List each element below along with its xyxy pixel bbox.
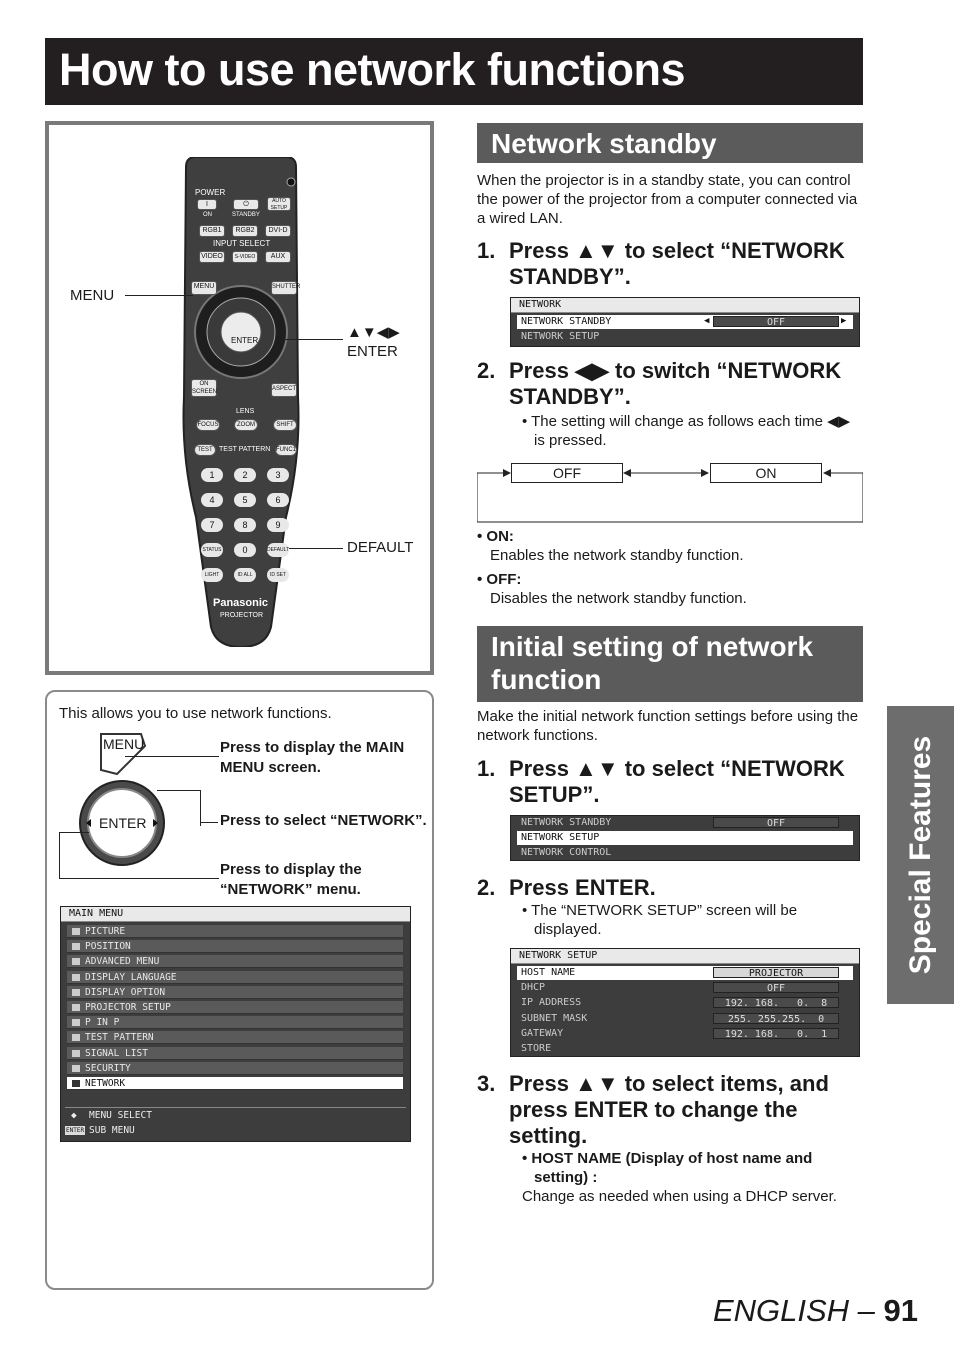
osd-row-network-standby[interactable]: NETWORK STANDBY [521, 817, 612, 828]
remote-number-button[interactable]: 3 [267, 468, 289, 482]
main-menu-item[interactable] [67, 1016, 403, 1029]
menu-item-icon [72, 928, 80, 935]
network-setup-row[interactable] [517, 1042, 853, 1056]
callout-line [59, 878, 219, 879]
network-setup-row-label: GATEWAY [521, 1027, 564, 1039]
remote-number-button[interactable]: 0 [234, 543, 256, 557]
standby-flow-diagram [477, 462, 863, 524]
ns-step2-note: • The setting will change as follows each time ◀▶ is pressed. [522, 413, 851, 449]
step-number: 3. [477, 1071, 496, 1096]
main-menu-osd [60, 906, 411, 1142]
page-title-bar [45, 38, 863, 105]
main-menu-item[interactable] [67, 940, 403, 953]
callout-main-menu: Press to display the MAIN MENU screen. [220, 739, 405, 776]
main-menu-item-label: DISPLAY LANGUAGE [85, 971, 177, 983]
callout-network-menu: Press to display the “NETWORK” menu. [220, 861, 362, 898]
is-step-1 [477, 756, 863, 810]
remote-on-button[interactable]: I [197, 199, 217, 210]
remote-menu-button[interactable]: MENU [191, 281, 217, 295]
callout-select-network: Press to select “NETWORK”. [220, 812, 427, 829]
on-option-desc: Enables the network standby function. [490, 547, 744, 564]
remote-auto-setup-button[interactable]: AUTO SETUP [267, 197, 291, 211]
flow-state-on: ON [710, 463, 822, 483]
host-name-label: • HOST NAME (Display of host name and setting) : [522, 1150, 813, 1186]
network-setup-row-label: STORE [521, 1043, 552, 1054]
step-number: 2. [477, 875, 496, 900]
footer-menu-select: MENU SELECT [89, 1110, 152, 1121]
step-text: Press ENTER. [509, 875, 656, 900]
updown-arrow-icon: ◆ [71, 1110, 77, 1121]
network-setup-row-value: 255. 255.255. 0 [713, 1013, 839, 1024]
initial-setting-intro: Make the initial network function settings before using the network functions. [477, 708, 859, 744]
remote-video-button[interactable]: VIDEO [199, 251, 225, 263]
main-menu-item[interactable] [67, 925, 403, 938]
callout-menu-label: MENU [70, 287, 115, 304]
remote-product-label: PROJECTOR [220, 612, 264, 619]
callout-default-label: DEFAULT [347, 539, 414, 556]
remote-aspect-button[interactable]: ASPECT [271, 383, 297, 397]
menu-item-icon [72, 989, 80, 996]
remote-number-button[interactable]: 7 [201, 518, 223, 532]
remote-svideo-button[interactable]: S-VIDEO [232, 251, 258, 263]
main-menu-item[interactable] [67, 1031, 403, 1044]
main-menu-item[interactable] [67, 1077, 403, 1090]
step-number: 1. [477, 238, 496, 263]
main-menu-item-label: ADVANCED MENU [85, 956, 160, 968]
main-menu-item-label: SECURITY [85, 1062, 131, 1074]
main-menu-item-label: PROJECTOR SETUP [85, 1002, 171, 1013]
main-menu-item[interactable] [67, 971, 403, 984]
step-text: Press ◀▶ to switch “NETWORK STANDBY”. [509, 358, 842, 409]
network-standby-intro: When the projector is in a standby state, you can control the power of the projector from a computer connected via a wired LAN. [477, 172, 858, 227]
callout-line [59, 832, 89, 833]
ns-step-2 [477, 358, 863, 412]
enter-key-label[interactable]: ENTER [99, 815, 147, 831]
callout-line [200, 822, 218, 823]
remote-id-set-button[interactable]: ID SET [267, 568, 289, 582]
remote-zoom-button[interactable]: ZOOM [234, 419, 258, 431]
network-setup-row-label: SUBNET MASK [521, 1012, 588, 1024]
menu-item-icon [72, 1004, 80, 1011]
network-setup-osd [510, 948, 860, 1057]
section-side-tab [887, 706, 954, 1004]
menu-item-icon [72, 974, 80, 981]
page-title: How to use network functions [59, 44, 686, 95]
remote-brand-logo: Panasonic [213, 597, 269, 609]
osd-divider [65, 1107, 406, 1108]
network-standby-heading: Network standby [477, 123, 863, 163]
main-menu-item[interactable] [67, 986, 403, 999]
callout-line [59, 832, 60, 878]
callout-line [289, 548, 343, 549]
remote-rgb2-button[interactable]: RGB2 [232, 225, 258, 237]
main-menu-item-label: PICTURE [85, 926, 126, 937]
left-arrow-icon: ◀ [704, 316, 710, 326]
remote-dvid-button[interactable]: DVI-D [265, 225, 291, 237]
is-step2-note: • The “NETWORK SETUP” screen will be displayed. [522, 902, 798, 938]
ns-step-1 [477, 238, 863, 292]
remote-standby-button[interactable]: ⏻ [233, 199, 259, 210]
remote-shift-button[interactable]: SHIFT [273, 419, 297, 431]
menu-item-icon [72, 1034, 80, 1041]
remote-light-button[interactable]: LIGHT [201, 568, 223, 582]
main-menu-item-label: SIGNAL LIST [85, 1047, 148, 1059]
step-text: Press ▲▼ to select “NETWORK STANDBY”. [509, 238, 845, 289]
osd-row-network-setup[interactable]: NETWORK SETUP [517, 831, 853, 845]
main-menu-title: MAIN MENU [61, 907, 410, 922]
osd-value-off: OFF [713, 316, 839, 327]
page-number [713, 1293, 918, 1329]
network-setup-row-label: HOST NAME [521, 967, 576, 978]
remote-id-all-button[interactable]: ID ALL [234, 568, 256, 582]
network-osd-standby [510, 297, 860, 347]
remote-test-button[interactable]: TEST [194, 444, 216, 456]
callout-arrows-label: ▲▼◀▶ [347, 324, 400, 341]
menu-item-icon [72, 958, 80, 965]
menu-item-icon [72, 943, 80, 950]
osd-row-network-setup[interactable]: NETWORK SETUP [521, 331, 600, 342]
menu-explanation-box [45, 690, 434, 1290]
remote-enter-button[interactable]: ENTER [231, 336, 259, 345]
menu-key-label[interactable]: MENU [103, 736, 145, 752]
remote-power-label: POWER [195, 188, 226, 197]
network-osd-setup [510, 815, 860, 861]
menu-intro-text: This allows you to use network functions. [59, 705, 332, 722]
remote-func1-button[interactable]: FUNC1 [275, 444, 297, 456]
footer-sub-menu: SUB MENU [89, 1125, 135, 1136]
step-text: Press ▲▼ to select “NETWORK SETUP”. [509, 756, 845, 807]
remote-standby-label: STANDBY [232, 212, 260, 218]
osd-row-label: NETWORK STANDBY [521, 316, 612, 327]
flow-state-off: OFF [511, 463, 623, 483]
menu-item-icon [72, 1080, 80, 1087]
main-menu-item[interactable] [67, 1001, 403, 1014]
callout-line [281, 339, 343, 340]
network-setup-row-label: IP ADDRESS [521, 997, 582, 1009]
enter-key-icon: ENTER [66, 1127, 85, 1134]
remote-number-button[interactable]: 5 [234, 493, 256, 507]
page-language: ENGLISH – [712, 1293, 884, 1328]
step-number: 1. [477, 756, 496, 781]
is-step-2 [477, 875, 863, 903]
off-option-desc: Disables the network standby function. [490, 590, 747, 607]
remote-number-button[interactable]: 9 [267, 518, 289, 532]
remote-aux-button[interactable]: AUX [265, 251, 291, 263]
remote-number-button[interactable]: 8 [234, 518, 256, 532]
remote-status-button[interactable]: STATUS [201, 543, 223, 557]
network-setup-row-value: PROJECTOR [713, 967, 839, 978]
on-option-label: • ON: [477, 528, 514, 545]
remote-number-button[interactable]: 2 [234, 468, 256, 482]
callout-line [125, 756, 219, 757]
remote-on-label: ON [203, 212, 212, 218]
remote-number-button[interactable]: 6 [267, 493, 289, 507]
menu-item-icon [72, 1019, 80, 1026]
step-text: Press ▲▼ to select items, and press ENTER to change the setting. [509, 1071, 829, 1148]
osd-title: NETWORK SETUP [511, 949, 859, 964]
callout-line [125, 295, 193, 296]
remote-number-button[interactable]: 4 [201, 493, 223, 507]
osd-value-off: OFF [713, 817, 839, 828]
network-setup-row-value: OFF [713, 982, 839, 993]
remote-illustration-box [45, 121, 434, 675]
main-menu-item-label: P IN P [85, 1017, 120, 1029]
remote-default-button[interactable]: DEFAULT [267, 543, 289, 557]
main-menu-item-label: TEST PATTERN [85, 1032, 154, 1044]
host-name-desc: Change as needed when using a DHCP server. [522, 1188, 837, 1205]
main-menu-item[interactable] [67, 955, 403, 968]
main-menu-item-label: DISPLAY OPTION [85, 986, 166, 998]
menu-item-icon [72, 1050, 80, 1057]
main-menu-item-label: NETWORK [85, 1078, 126, 1089]
main-menu-item[interactable] [67, 1062, 403, 1075]
network-setup-row-value: 192. 168. 0. 8 [713, 997, 839, 1008]
main-menu-item[interactable] [67, 1047, 403, 1060]
step-number: 2. [477, 358, 496, 383]
callout-line [157, 790, 201, 791]
page-number-value: 91 [883, 1293, 918, 1328]
network-setup-row-value: 192. 168. 0. 1 [713, 1028, 839, 1039]
side-tab-label: Special Features [903, 735, 937, 975]
remote-shutter-button[interactable]: SHUTTER [271, 281, 297, 295]
osd-row-network-control[interactable]: NETWORK CONTROL [521, 847, 612, 858]
right-arrow-icon: ▶ [841, 316, 847, 326]
main-menu-item-label: POSITION [85, 941, 131, 953]
is-step-3 [477, 1071, 863, 1151]
initial-setting-heading: Initial setting of network function [477, 626, 863, 702]
remote-focus-button[interactable]: FOCUS [196, 419, 220, 431]
remote-on-screen-button[interactable]: ON SCREEN [192, 381, 218, 395]
remote-number-button[interactable]: 1 [201, 468, 223, 482]
off-option-label: • OFF: [477, 571, 522, 588]
remote-lens-label: LENS [236, 408, 255, 415]
network-setup-row-label: DHCP [521, 982, 546, 994]
osd-title: NETWORK [511, 298, 859, 313]
menu-item-icon [72, 1065, 80, 1072]
remote-rgb1-button[interactable]: RGB1 [199, 225, 225, 237]
callout-line [200, 790, 201, 826]
remote-input-select-label: INPUT SELECT [213, 239, 271, 248]
remote-test-pattern-label: TEST PATTERN [219, 446, 271, 453]
callout-enter-label: ENTER [347, 343, 398, 360]
